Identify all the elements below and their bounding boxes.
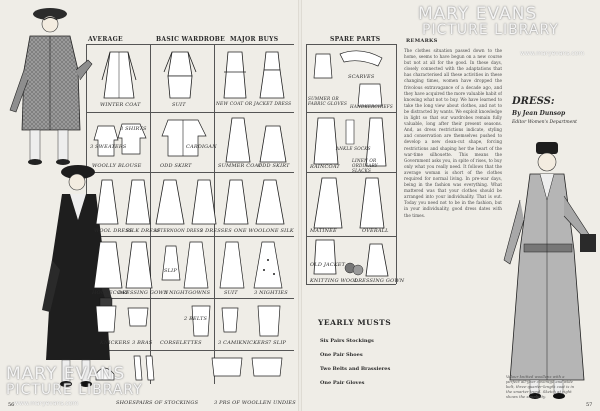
bras-caption: 3 BRAS (132, 340, 153, 346)
suit-sketch (160, 50, 200, 100)
right-grid-bottom (306, 284, 396, 285)
one-silk-caption: ONE SILK (266, 228, 294, 234)
woollen-undies-caption: 3 PRS OF WOOLLEN UNDIES (214, 400, 296, 406)
summer-coat-caption: SUMMER COAT (218, 163, 262, 169)
watermark-brand-top-left: MARY EVANS (6, 364, 126, 384)
winter-coat-sketch (100, 50, 138, 100)
odd-skirt-2-caption: ODD SKIRT (258, 163, 290, 169)
corselettes-caption: CORSELETTES (160, 340, 202, 346)
handkerchiefs-caption: HANDKERCHIEFS (350, 104, 393, 109)
right-grid-right-rule (396, 44, 397, 284)
column-header-remarks: REMARKS (406, 38, 438, 44)
camiknickers-caption: 3 CAMIKNICKERS (218, 340, 269, 346)
odd-skirt-caption: ODD SKIRT (160, 163, 192, 169)
watermark-brand-bottom-left: PICTURE LIBRARY (6, 382, 143, 398)
column-header-average: AVERAGE (88, 36, 123, 43)
figure-caption: Velour knitted woollens with a perfect all-year coverage and wide belt, three-quarter-length coat is in the smarter trend. Sketch at right shows the simplicity. (506, 374, 575, 399)
afternoon-dress-caption: AFTERNOON DRESS (154, 228, 203, 233)
watermark-url-left: www.maryevans.com (14, 400, 79, 407)
jacket-dress-sketch (256, 50, 288, 100)
yearly-musts-title: YEARLY MUSTS (318, 318, 392, 327)
column-header-basic-wardrobe: BASIC WARDROBE (156, 36, 225, 43)
grid-row-rule-1 (86, 112, 294, 113)
summer-coat-sketch (224, 116, 252, 164)
overall-caption: OVERALL (362, 228, 389, 234)
must-item: Six Pairs Stockings (320, 338, 374, 344)
grid-top-rule (86, 44, 294, 45)
dressing-gown-2-caption: DRESSING GOWN (354, 278, 405, 284)
right-grid-top-rule (306, 44, 396, 45)
grid-row-rule-3 (86, 236, 294, 237)
grid-row-rule-5 (86, 350, 294, 351)
dressing-gown-caption: DRESSING GOWN (118, 290, 169, 296)
right-page-number: 57 (586, 402, 593, 408)
woolly-blouse-caption: WOOLLY BLOUSE (92, 163, 142, 169)
knitting-wool-caption: KNITTING WOOL (310, 278, 359, 284)
watermark-brand-bottom: PICTURE LIBRARY (422, 22, 559, 38)
shoes-caption: SHOES (116, 400, 136, 406)
right-grid-left-rule (306, 44, 307, 284)
column-header-major-buys: MAJOR BUYS (230, 36, 279, 43)
dress-figure (500, 140, 600, 402)
matinee-caption: MATINEE (310, 228, 337, 234)
summer-gloves-caption: SUMMER OR FABRIC GLOVES (308, 96, 348, 106)
knickers-caption: KNICKERS (100, 340, 131, 346)
suit-row4-caption: SUIT (224, 290, 238, 296)
slip-row5-caption: 7 SLIP (268, 340, 287, 346)
cardigan-sketch (160, 116, 208, 166)
one-wool-caption: ONE WOOL (234, 228, 266, 234)
shirts-caption: 3 SHIRTS (120, 126, 147, 132)
nightgowns-caption: 3 NIGHTGOWNS (164, 290, 211, 296)
raincoat-caption: RAINCOAT (310, 164, 340, 170)
slacks-caption: LINEN OR ORDINARY SLACKS (352, 158, 378, 173)
sweaters-caption: 3 SWEATERS (90, 144, 127, 150)
silk-dress-caption: SILK DRESS (126, 228, 161, 234)
nightwear-row-sketch (88, 240, 292, 292)
cardigan-caption: CARDIGAN (186, 144, 217, 150)
ankle-socks-caption: ANKLE SOCKS (336, 146, 371, 151)
housecoat-caption: HOUSECOAT (92, 290, 129, 296)
wool-dress-caption: WOOL DRESS (94, 228, 133, 234)
page-fold (298, 0, 302, 411)
new-coat-sketch (220, 50, 250, 100)
must-item: One Pair Gloves (320, 380, 365, 386)
new-coat-caption: NEW COAT OR JACKET DRESS (216, 102, 292, 107)
odd-skirt-sketch (258, 124, 288, 164)
old-jacket-caption: OLD JACKET (310, 262, 346, 268)
nighties-caption: 3 NIGHTIES (254, 290, 288, 296)
article-edition: Editor Women's Department (512, 120, 577, 125)
scarves-caption: SCARVES (348, 74, 375, 80)
must-item: Two Belts and Brassieres (320, 366, 391, 372)
belts-caption: 2 BELTS (184, 316, 208, 322)
left-page-number: 56 (8, 402, 15, 408)
three-dresses-caption: 3 DRESSES (200, 228, 232, 234)
column-header-spare-parts: SPARE PARTS (330, 36, 381, 43)
tweed-suit-figure (0, 0, 95, 170)
stockings-caption: PAIRS OF STOCKINGS (136, 400, 199, 406)
article-title: DRESS: (512, 96, 555, 107)
slip-caption: SLIP (164, 268, 177, 274)
suit-caption: SUIT (172, 102, 186, 108)
watermark-url: www.maryevans.com (520, 50, 585, 57)
grid-row-rule-2 (86, 172, 294, 173)
grid-row-rule-4 (86, 298, 294, 299)
dresses-row-sketch (88, 178, 292, 228)
article-body: The clothes situation passed down to the home, seems to have begun on a new course but not at all for the good. In these days, closely connected with the adaptations that has characterised all these activities in these changing times, women have dropped the frivolous extravagance of a decade ago, and they have acquired the more valuable habit of knowing what not to buy. We have learned to take the long view about clothes, and not to be distracted by wants. We exploit knowledge in light so that our wardrobes remain fully valuable, long after their present seasons. And, as dress restrictions indicate, styling and conservation are themselves pushed to develop a new clean-cut shape, forcing restrictions and shaping her the heart of the war-time silhouette. This means the Government asks you, in spite of rises, to buy only what you really need. It follows that the average woman is short of the clothes required for normal living. In pre-war days, being in the fashion was everything. What mattered was that your clothes should be arranged into your individuality. That is out. Today you need not to be in the fashion, but in your individuality, good dress dates with the times. (404, 48, 502, 218)
article-byline: By Jean Dunsop (512, 110, 566, 117)
watermark-brand-top: MARY EVANS (418, 4, 538, 24)
underwear-row-sketch (88, 302, 292, 342)
winter-coat-caption: WINTER COAT (100, 102, 141, 108)
must-item: One Pair Shoes (320, 352, 363, 358)
